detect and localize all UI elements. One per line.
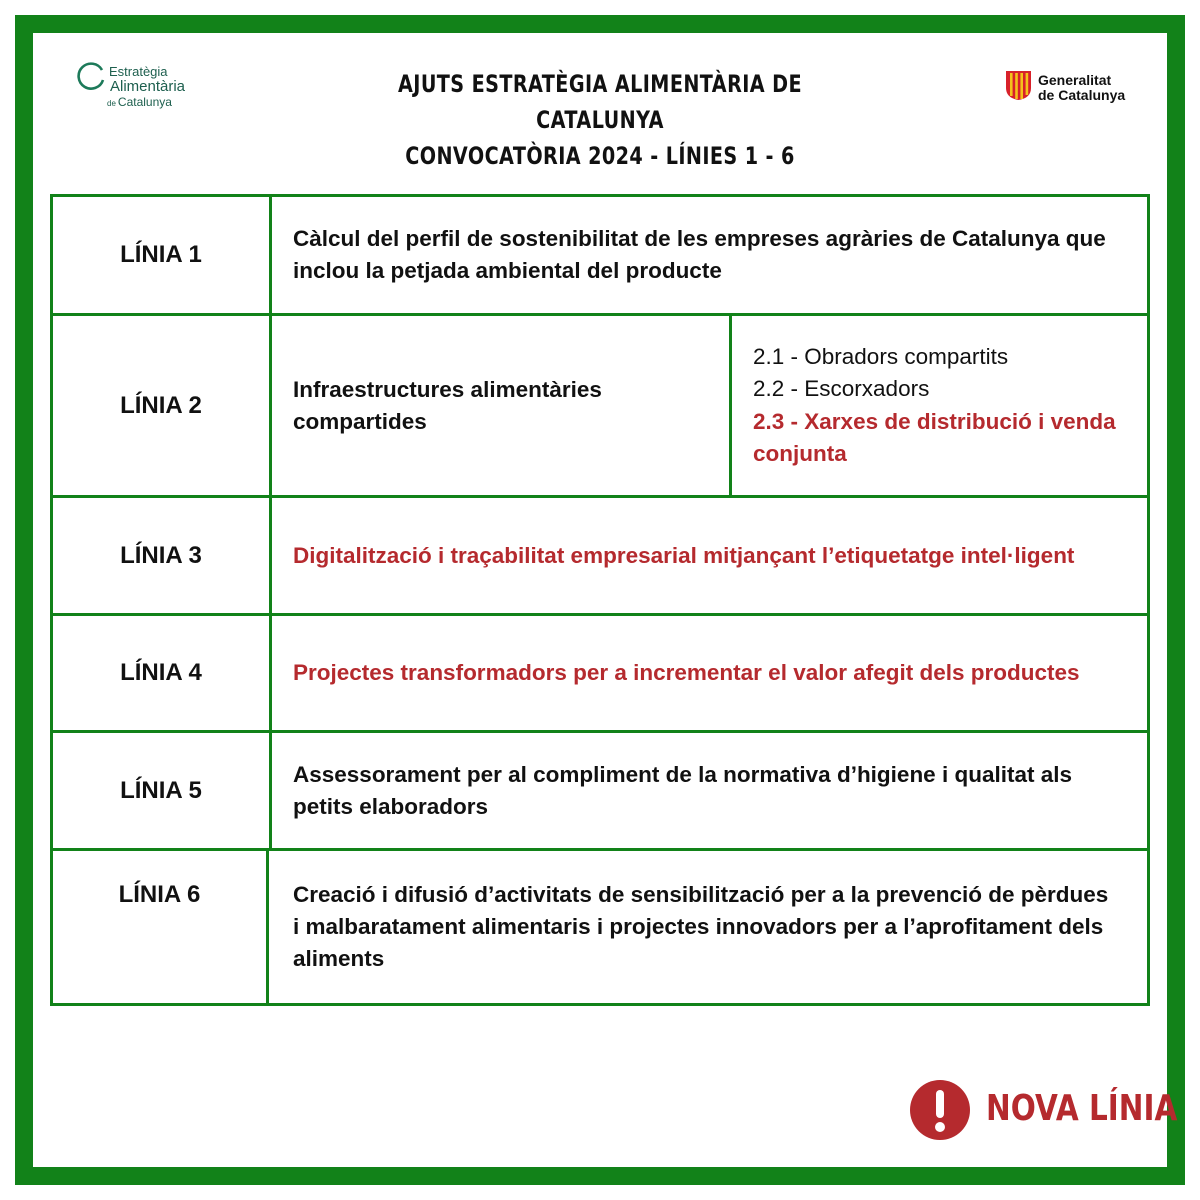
- row-label: LÍNIA 4: [53, 616, 272, 730]
- generalitat-logo: [1005, 70, 1145, 104]
- sublines-list: [753, 316, 1127, 495]
- title-line-1: AJUTS ESTRATÈGIA ALIMENTÀRIA DE CATALUNYA: [398, 70, 802, 134]
- lines-table: [50, 194, 1150, 1006]
- generalitat-line1: Generalitat: [1038, 72, 1112, 88]
- generalitat-line2: de Catalunya: [1038, 87, 1126, 103]
- logo-left-line3: de Catalunya: [107, 95, 172, 109]
- table-row-linia-5: [53, 733, 1147, 851]
- table-row-linia-6: [53, 851, 1147, 1003]
- row-description: Càlcul del perfil de sostenibilitat de les empreses agràries de Catalunya que inclou la petjada ambiental del producte: [293, 226, 1106, 283]
- table-row-linia-4: [53, 616, 1147, 733]
- row-description: Creació i difusió d’activitats de sensibilització per a la prevenció de pèrdues i malbaratament alimentaris i projectes innovadors per a l’aprofitament dels aliments: [293, 882, 1109, 971]
- row-description-new: Projectes transformadors per a incrementar el valor afegit dels productes: [293, 660, 1080, 685]
- table-row-linia-2: [53, 316, 1147, 498]
- row-label: LÍNIA 3: [53, 498, 272, 613]
- table-row-linia-1: [53, 197, 1147, 316]
- row-description: Infraestructures alimentàries compartides: [293, 376, 602, 434]
- logo-left-line2: Alimentària: [110, 78, 186, 95]
- row-description-new: Digitalització i traçabilitat empresarial mitjançant l’etiquetatge intel·ligent: [293, 542, 1075, 568]
- logo-left-line1: Estratègia: [109, 64, 168, 79]
- title-line-2: CONVOCATÒRIA 2024 - LÍNIES 1 - 6: [405, 142, 795, 170]
- subline-2-3-new: 2.3 - Xarxes de distribució i venda conjunta: [753, 408, 1116, 466]
- row-label: LÍNIA 5: [53, 733, 272, 848]
- row-label: LÍNIA 1: [53, 197, 272, 313]
- logo-arc-icon: [76, 61, 106, 91]
- column-divider: [729, 316, 732, 495]
- row-description: Assessorament per al compliment de la normativa d’higiene i qualitat als petits elaboradors: [293, 761, 1072, 819]
- subline-2-2: 2.2 - Escorxadors: [753, 376, 930, 401]
- new-line-label: NOVA LÍNIA: [986, 1088, 1178, 1129]
- page-title: [344, 66, 856, 174]
- row-label: LÍNIA 2: [53, 316, 272, 495]
- new-line-legend: [910, 1078, 1178, 1142]
- estrategia-alimentaria-logo: [76, 61, 216, 111]
- row-label: LÍNIA 6: [53, 851, 269, 1003]
- table-row-linia-3: [53, 498, 1147, 616]
- exclamation-circle-icon: [910, 1080, 970, 1140]
- subline-2-1: 2.1 - Obradors compartits: [753, 343, 1009, 369]
- senyera-shield-icon: [1005, 70, 1032, 101]
